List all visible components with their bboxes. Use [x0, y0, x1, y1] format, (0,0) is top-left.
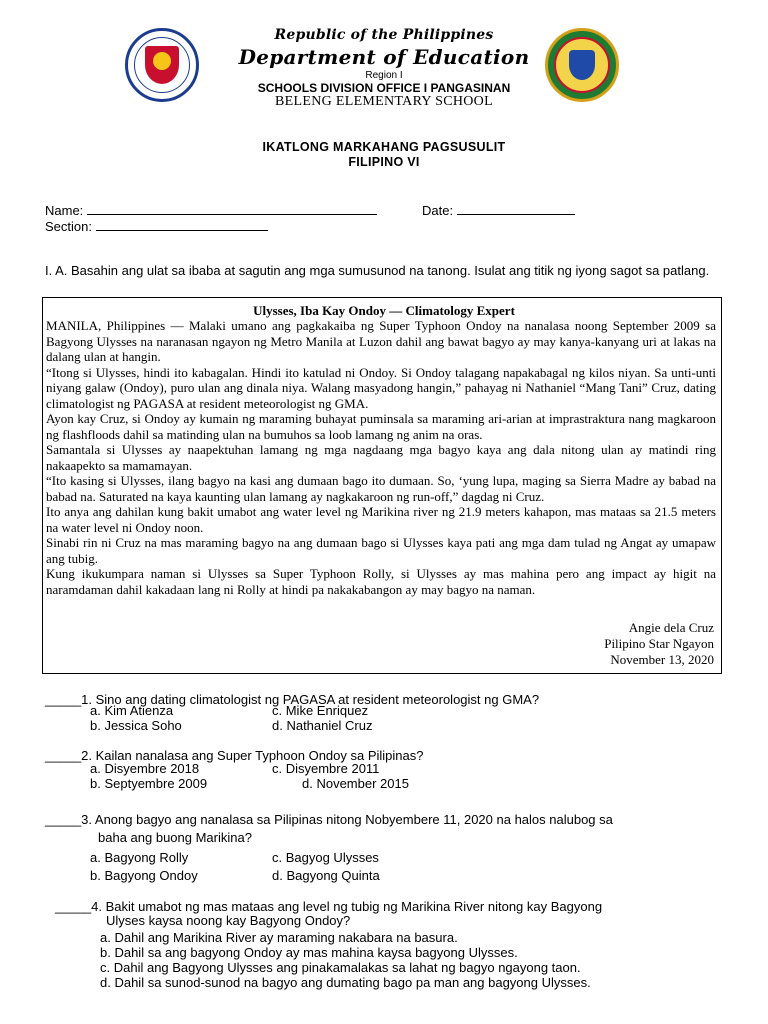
- division-label: SCHOOLS DIVISION OFFICE I PANGASINAN: [257, 81, 511, 95]
- option-b: b. Jessica Soho: [90, 718, 182, 733]
- option-c: c. Dahil ang Bagyong Ulysses ang pinakamalakas sa lahat ng bagyo ngayong taon.: [100, 960, 581, 975]
- option-b: b. Dahil sa ang bagyong Ondoy ay mas mahina kaysa bagyong Ulysses.: [100, 945, 518, 960]
- answer-blank[interactable]: _____: [45, 812, 82, 827]
- region-label: Region I: [365, 70, 403, 81]
- option-d: d. Dahil sa sunod-sunod na bagyo ang dumating bago pa man ang bagyong Ulysses.: [100, 975, 591, 990]
- option-a: a. Kim Atienza: [90, 703, 174, 718]
- republic-heading: Republic of the Philippines: [274, 27, 494, 43]
- question-3: [45, 812, 613, 828]
- question-4-continued: Ulyses kaysa noong kay Bagyong Ondoy?: [106, 913, 351, 928]
- option-c: c. Bagyog Ulysses: [272, 850, 379, 865]
- option-a: a. Bagyong Rolly: [90, 850, 189, 865]
- date-label: Date:: [422, 203, 454, 218]
- article-date: November 13, 2020: [610, 652, 714, 667]
- answer-blank[interactable]: _____: [45, 748, 82, 763]
- option-d: d. November 2015: [302, 776, 409, 791]
- article-paragraph: Ito anya ang dahilan kung bakit umabot ang water level ng Marikina river ng 21.9 meters kahapon, mas mataas sa 21.5 meters na water level ni Ondoy noon.: [46, 504, 716, 535]
- section-field: [45, 219, 268, 234]
- name-field: [45, 203, 377, 218]
- option-c: c. Mike Enriquez: [272, 703, 369, 718]
- question-text: 3. Anong bagyo ang nanalasa sa Pilipinas nitong Nobyembere 11, 2020 na halos nalubog sa: [81, 812, 613, 827]
- department-heading: Department of Education: [238, 45, 530, 69]
- answer-blank[interactable]: _____: [45, 692, 82, 707]
- option-a: a. Disyembre 2018: [90, 761, 200, 776]
- article-author: Angie dela Cruz: [628, 620, 714, 635]
- article-source: Pilipino Star Ngayon: [604, 636, 714, 651]
- article-body: [46, 318, 716, 597]
- article-paragraph: Kung ikukumpara naman si Ulysses sa Super Typhoon Rolly, si Ulysses ay mas mahina pero ang impact ay higit na naramdaman dahil kakadaan lang ni Rolly at hindi pa nakakabangon ay may bagyo na naman.: [46, 566, 716, 597]
- date-field: [422, 203, 575, 218]
- article-paragraph: “Ito kasing si Ulysses, ilang bagyo na kasi ang dumaan bago ito dumaan. So, ‘yung lupa, maging sa Sierra Madre ay babad na babad na. Saturated na kaya kaunting ulan lamang ay nagkakaroon ng run-off,” dagdag ni Cruz.: [46, 473, 716, 504]
- question-3-continued: baha ang buong Marikina?: [98, 830, 252, 845]
- option-c: c. Disyembre 2011: [272, 761, 380, 776]
- option-a: a. Dahil ang Marikina River ay maraming nakabara na basura.: [100, 930, 458, 945]
- article-paragraph: “Itong si Ulysses, hindi ito kabagalan. Hindi ito katulad ni Ondoy. Si Ondoy talagang napakabagal ng kilos niyan. Sa unti-unti niyang galaw (Ondoy), puro ulan ang dinala niya. Walang masyadong hangin,” pahayag ni Nathaniel “Mang Tani” Cruz, dating climatologist ng PAGASA at resident meteorologist ng GMA.: [46, 364, 716, 411]
- article-paragraph: MANILA, Philippines — Malaki umano ang pagkakaiba ng Super Typhoon Ondoy na nanalasa noong September 2009 sa Bagyong Ulysses na naranasan ngayon ng Metro Manila at Luzon dahil ang bawat bagyo ay may kanya-kanyang uri at lakas na dalang ulan at hangin.: [46, 318, 716, 364]
- option-b: b. Septyembre 2009: [90, 776, 208, 791]
- answer-blank[interactable]: _____: [55, 899, 92, 914]
- question-text: 1. Sino ang dating climatologist ng PAGASA at resident meteorologist ng GMA?: [81, 692, 540, 707]
- section-label: Section:: [45, 219, 92, 234]
- option-d: d. Bagyong Quinta: [272, 868, 380, 883]
- instructions: I. A. Basahin ang ulat sa ibaba at sagutin ang mga sumusunod na tanong. Isulat ang titik ng iyong sagot sa patlang.: [45, 263, 710, 278]
- school-name: BELENG ELEMENTARY SCHOOL: [275, 94, 493, 109]
- article-paragraph: Sinabi rin ni Cruz na mas maraming bagyo na ang dumaan bago si Ulysses kaya pati ang mga dam tulad ng Angat ay umapaw ang tubig.: [46, 535, 716, 566]
- option-d: d. Nathaniel Cruz: [272, 718, 373, 733]
- question-text: 4. Bakit umabot ng mas mataas ang level ng tubig ng Marikina River nitong kay Bagyong: [91, 899, 603, 914]
- article-title: Ulysses, Iba Kay Ondoy — Climatology Expert: [253, 303, 515, 318]
- article-paragraph: Ayon kay Cruz, si Ondoy ay kumain ng maraming buhayat puminsala sa maraming ari-arian at imprastraktura nang magkaroon ng flashfloods dahil sa matinding ulan na bumuhos sa loob lamang ng anim na oras.: [46, 411, 716, 442]
- option-b: b. Bagyong Ondoy: [90, 868, 198, 883]
- name-blank[interactable]: [87, 203, 377, 215]
- exam-subject: FILIPINO VI: [348, 155, 420, 169]
- question-text: 2. Kailan nanalasa ang Super Typhoon Ondoy sa Pilipinas?: [81, 748, 424, 763]
- section-blank[interactable]: [96, 219, 268, 231]
- date-blank[interactable]: [457, 203, 575, 215]
- article-paragraph: Samantala si Ulysses ay naapektuhan lamang ng mga nagdaang mga bagyo kaya ang dala nitong ulan ay matindi ring nakaapekto sa mamamayan.: [46, 442, 716, 473]
- name-label: Name:: [45, 203, 84, 218]
- exam-title: IKATLONG MARKAHANG PAGSUSULIT: [262, 140, 506, 154]
